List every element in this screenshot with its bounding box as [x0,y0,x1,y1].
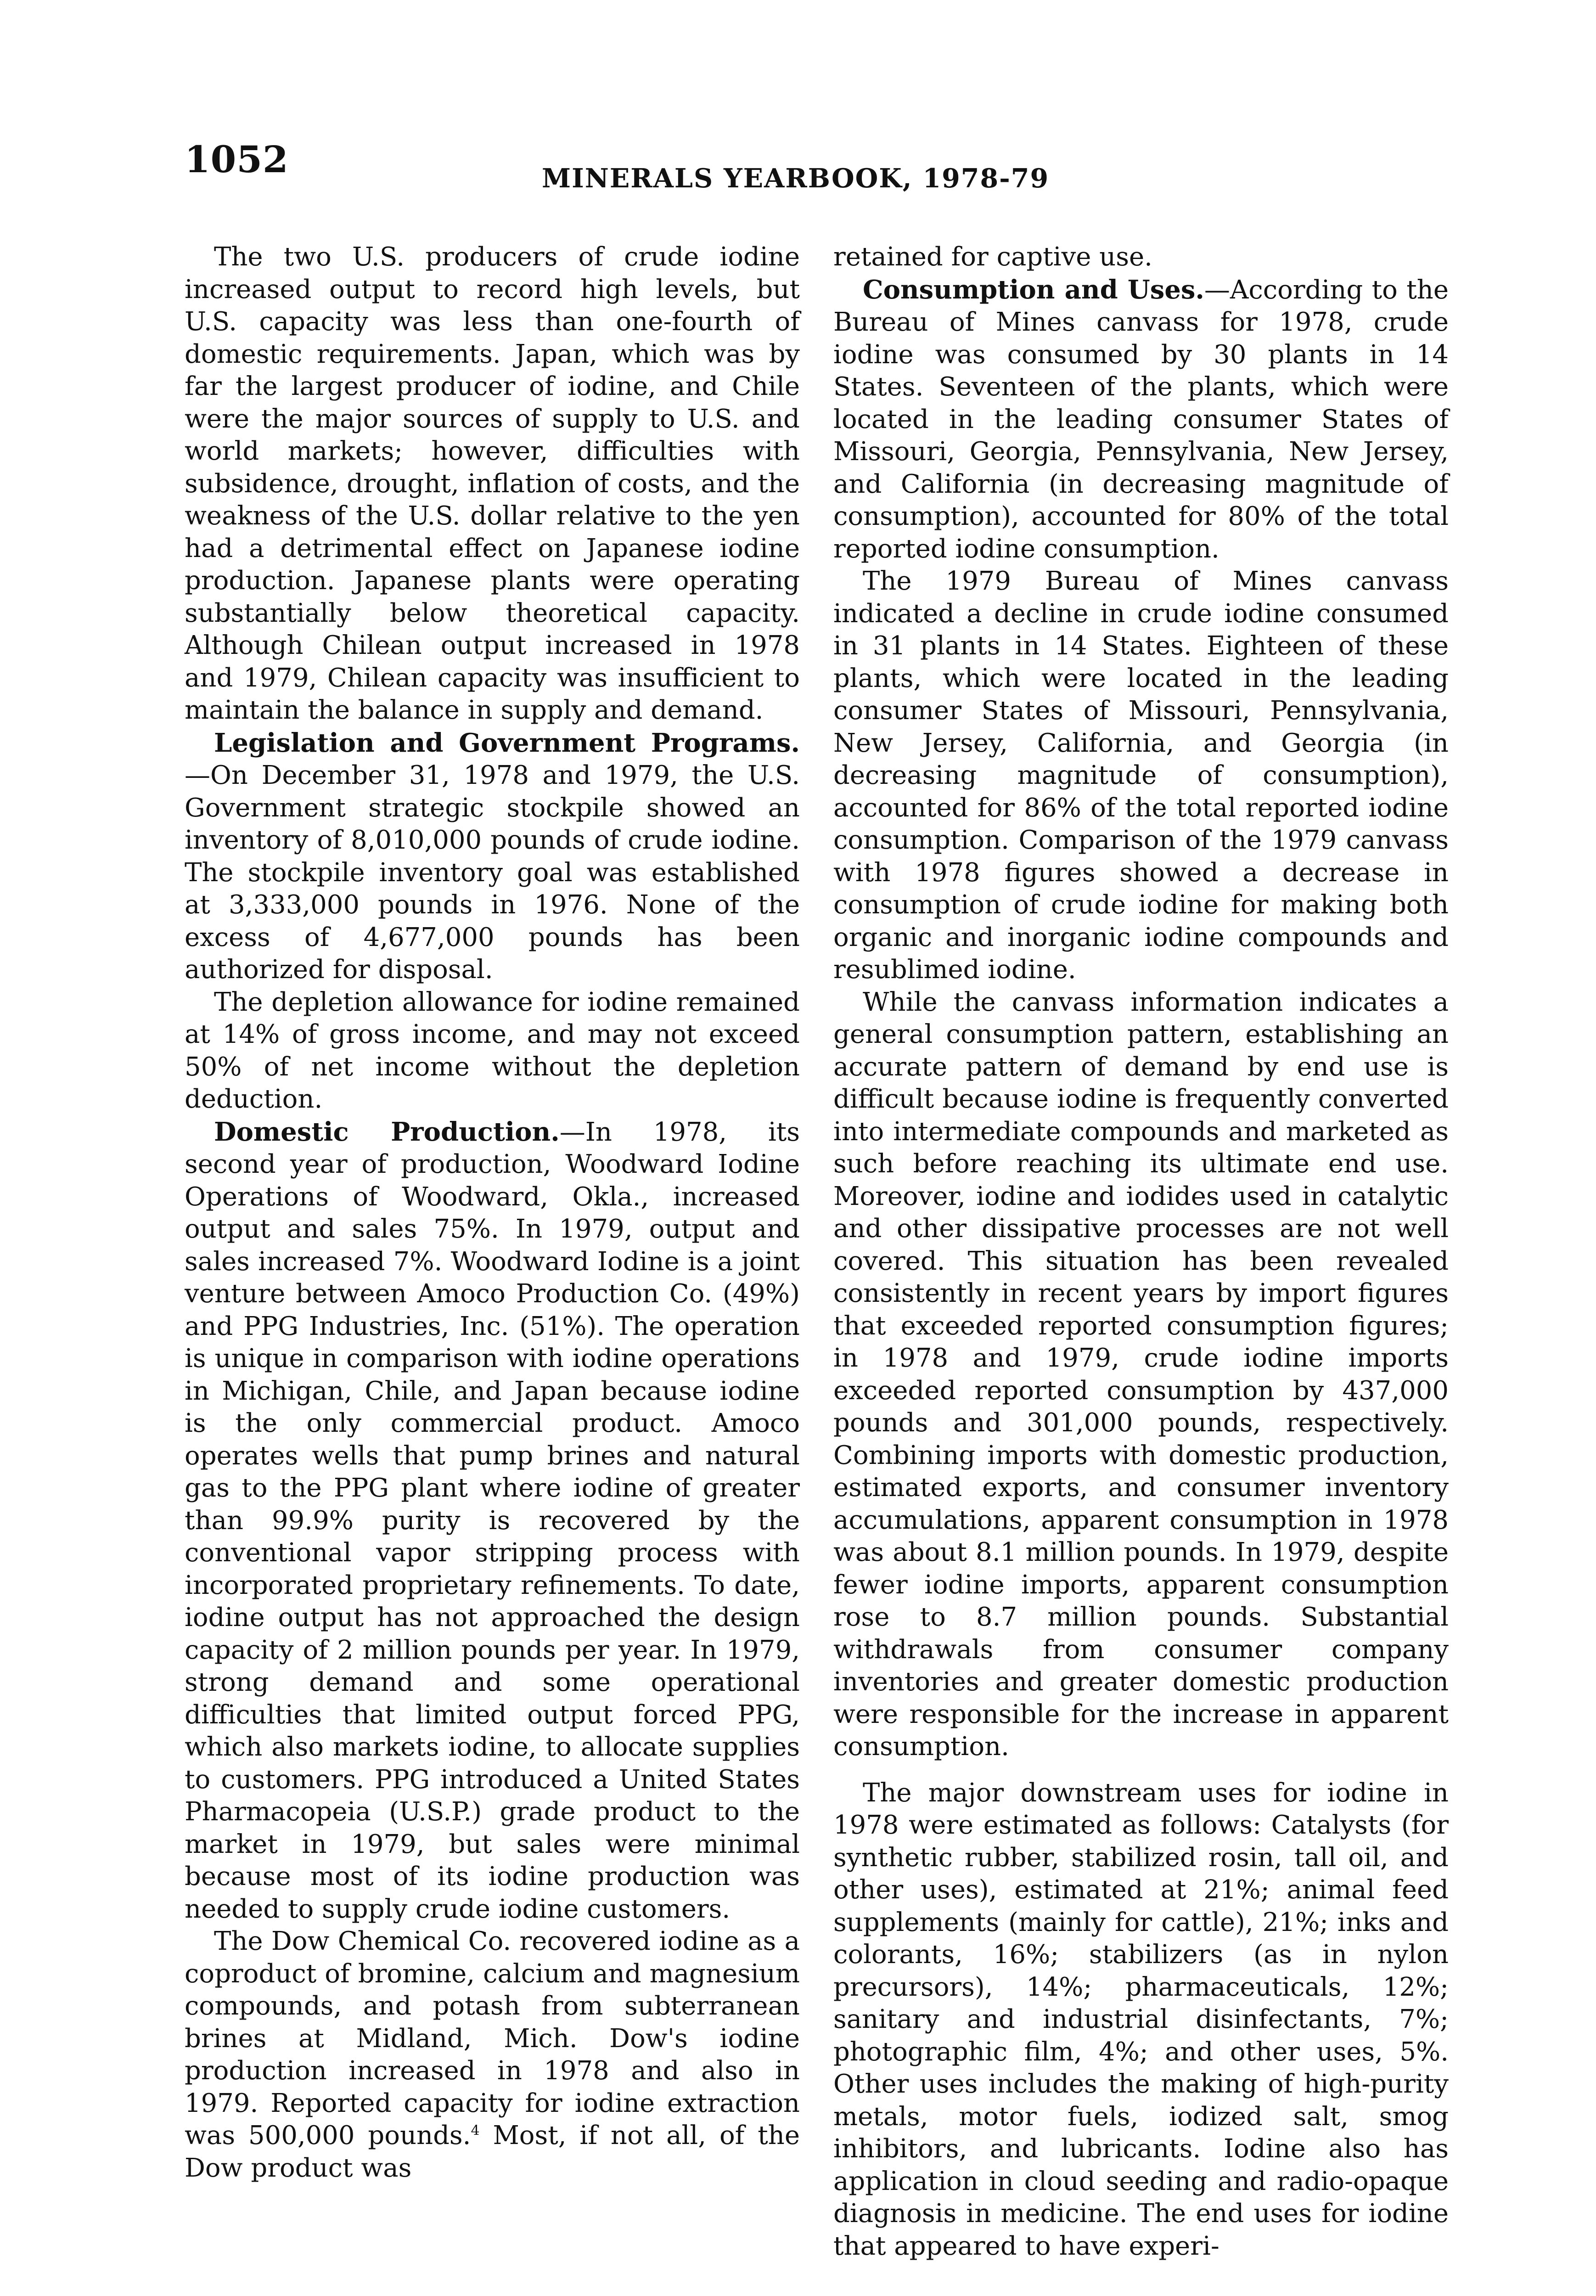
paragraph-continued: retained for captive use. [833,242,1152,272]
paragraph-domestic-production [185,1116,800,1926]
paragraph-legislation [185,727,800,986]
paragraph-body: —In 1978, its second year of production, Woodward Iodine Operations of Woodward, Okla., increased output and sales 75%. In 1979, output and sales increased 7%. Woodward Iodine is a joint venture between Amoco Production Co. (49%) and PPG Industries, Inc. (51%). The operation is unique in comparison with iodine operations in Michigan, Chile, and Japan because iodine is the only commercial product. Amoco operates wells that pump brines and natural gas to the PPG plant where iodine of greater than 99.9% purity is recovered by the conventional vapor stripping process with incorporated proprietary refinements. To date, iodine output has not approached the design capacity of 2 million pounds per year. In 1979, strong demand and some operational difficulties that limited output forced PPG, which also markets iodine, to allocate supplies to customers. PPG introduced a United States Pharmacopeia (U.S.P.) grade product to the market in 1979, but sales were minimal because most of its iodine production was needed to supply crude iodine customers. [185,1117,800,1924]
paragraph-body: Most, if not all, of the Dow product was [185,2121,800,2183]
paragraph-downstream-uses: The major downstream uses for iodine in 1978 were estimated as follows: Catalysts (for synthetic rubber, stabilized rosin, tall oil, and other uses), estimated at 21%; animal feed supplements (mainly for cattle), 21%; inks and colorants, 16%; stabilizers (as in nylon precursors), 14%; pharmaceuticals, 12%; sanitary and industrial disinfectants, 7%; photographic film, 4%; and other uses, 5%. Other uses includes the making of high-purity metals, motor fuels, iodized salt, smog inhibitors, and lubricants. Iodine also has application in cloud seeding and radio-opaque diagnosis in medicine. The end uses for iodine that appeared to have experi- [833,1778,1449,2261]
paragraph-depletion-allowance: The depletion allowance for iodine remained at 14% of gross income, and may not exceed 50% of net income without the depletion deduction. [185,987,800,1114]
right-column [833,241,1449,2262]
paragraph-consumption [833,274,1449,566]
section-heading-legislation: Legislation and Government Programs. [214,727,800,758]
paragraph-demand-pattern: While the canvass information indicates a general consumption pattern, establishing an accurate pattern of demand by end use is difficult because iodine is frequently converted into intermediate compounds and marketed as such before reaching its ultimate end use. Moreover, iodine and iodides used in catalytic and other dissipative processes are not well covered. This situation has been revealed consistently in recent years by import figures that exceeded reported consumption figures; in 1978 and 1979, crude iodine imports exceeded reported consumption by 437,000 pounds and 301,000 pounds, respectively. Combining imports with domestic production, estimated exports, and consumer inventory accumulations, apparent consumption in 1978 was about 8.1 million pounds. In 1979, despite fewer iodine imports, apparent consumption rose to 8.7 million pounds. Substantial withdrawals from consumer company inventories and greater domestic production were responsible for the increase in apparent consumption. [833,987,1449,1761]
page-number: 1052 [185,138,289,181]
footnote-marker: 4 [471,2122,480,2139]
paragraph-body: —According to the Bureau of Mines canvass for 1978, crude iodine was consumed by 30 plants in 14 States. Seventeen of the plants, which were located in the leading consumer States of Missouri, Georgia, Pennsylvania, New Jersey, and California (in decreasing magnitude of consumption), accounted for 80% of the total reported iodine consumption. [833,275,1449,564]
paragraph-body: The Dow Chemical Co. recovered iodine as a coproduct of bromine, calcium and magnesium compounds, and potash from subterranean brines at Midland, Mich. Dow's iodine production increased in 1978 and also in 1979. Reported capacity for iodine extraction was 500,000 pounds. [185,1926,800,2150]
running-title: MINERALS YEARBOOK, 1978-79 [542,163,1050,194]
paragraph-1979-canvass: The 1979 Bureau of Mines canvass indicated a decline in crude iodine consumed in 31 plants in 14 States. Eighteen of these plants, which were located in the leading consumer States of Missouri, Pennsylvania, New Jersey, California, and Georgia (in decreasing magnitude of consumption), accounted for 86% of the total reported iodine consumption. Comparison of the 1979 canvass with 1978 figures showed a decrease in consumption of crude iodine for making both organic and inorganic iodine compounds and resublimed iodine. [833,566,1449,985]
left-column [185,241,800,2184]
paragraph-iodine-producers: The two U.S. producers of crude iodine increased output to record high levels, but U.S. capacity was less than one-fourth of domestic requirements. Japan, which was by far the largest producer of iodine, and Chile were the major sources of supply to U.S. and world markets; however, difficulties with subsidence, drought, inflation of costs, and the weakness of the U.S. dollar relative to the yen had a detrimental effect on Japanese iodine production. Japanese plants were operating substantially below theoretical capacity. Although Chilean output increased in 1978 and 1979, Chilean capacity was insufficient to maintain the balance in supply and demand. [185,242,800,725]
paragraph-body: —On December 31, 1978 and 1979, the U.S. Government strategic stockpile showed an inventory of 8,010,000 pounds of crude iodine. The stockpile inventory goal was established at 3,333,000 pounds in 1976. None of the excess of 4,677,000 pounds has been authorized for disposal. [185,760,800,985]
section-heading-domestic-production: Domestic Production. [214,1116,560,1147]
section-heading-consumption: Consumption and Uses. [863,274,1204,305]
paragraph-dow-chemical [185,1925,800,2184]
